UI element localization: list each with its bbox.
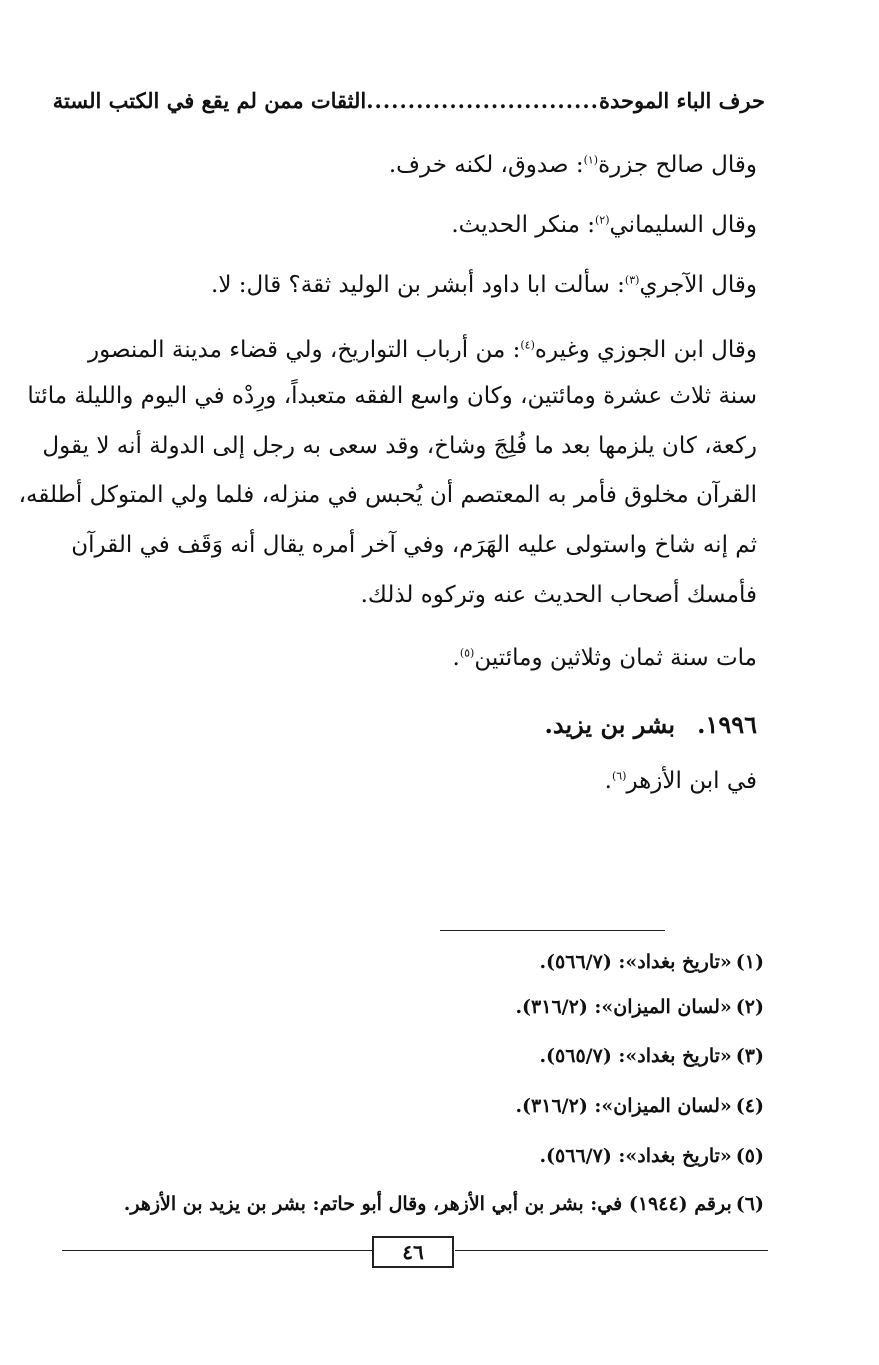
- footnote-text: «لسان الميزان»: (٣١٦/٢).: [515, 1095, 732, 1117]
- footnote-2: [515, 996, 764, 1018]
- text-span: مات سنة ثمان وثلاثين ومائتين: [474, 645, 757, 671]
- footer-rule-left: [62, 1250, 372, 1251]
- text-span: وقال ابن الجوزي وغيره: [534, 337, 757, 363]
- entry-number: ١٩٩٦.: [697, 710, 757, 739]
- footnote-ref: (٢): [595, 213, 610, 227]
- paragraph-line-2: سنة ثلاث عشرة ومائتين، وكان واسع الفقه متعبداً، ورِدْه في اليوم والليلة مائتا: [27, 383, 757, 409]
- text-span: : منكر الحديث.: [451, 212, 595, 238]
- footnote-text: برقم (١٩٤٤) في: بشر بن أبي الأزهر، وقال أبو حاتم: بشر بن يزيد بن الأزهر.: [123, 1193, 732, 1215]
- footnote-5: [539, 1145, 764, 1167]
- entry-heading: [545, 710, 757, 739]
- footnote-label: (٢): [735, 996, 764, 1018]
- footnote-text: «تاريخ بغداد»: (٥٦٥/٧).: [539, 1045, 732, 1067]
- paragraph-line-6: فأمسك أصحاب الحديث عنه وتركوه لذلك.: [360, 582, 757, 608]
- text-line-1: [389, 152, 757, 178]
- text-span: .: [452, 645, 460, 671]
- header-dots: ............................: [366, 88, 599, 113]
- footnote-ref: (٦): [611, 769, 627, 783]
- footnote-label: (١): [735, 951, 764, 973]
- paragraph-line-5: ثم إنه شاخ واستولى عليه الهَرَم، وفي آخر أمره يقال أنه وَقَف في القرآن: [71, 532, 757, 558]
- paragraph-line-1: [87, 337, 757, 363]
- footnote-ref: (٤): [520, 338, 535, 352]
- footnote-ref: (٥): [459, 646, 475, 660]
- footnote-label: (٤): [735, 1095, 764, 1117]
- footnote-4: [515, 1095, 764, 1117]
- entry-text-line: [605, 768, 757, 794]
- footnote-3: [539, 1045, 764, 1067]
- footnote-ref: (٣): [624, 273, 640, 287]
- text-span: وقال صالح جزرة: [598, 152, 757, 178]
- paragraph-line-4: القرآن مخلوق فأمر به المعتصم أن يُحبس في منزله، فلما ولي المتوكل أطلقه،: [18, 482, 757, 508]
- header-book-title: الثقات ممن لم يقع في الكتب الستة: [52, 88, 367, 113]
- footnote-ref: (١): [583, 153, 599, 167]
- text-span: : صدوق، لكنه خرف.: [388, 152, 584, 178]
- footnote-separator: [440, 930, 665, 931]
- entry-name: بشر بن يزيد.: [544, 710, 676, 739]
- header-chapter: حرف الباء الموحدة: [598, 88, 765, 113]
- footnote-text: «لسان الميزان»: (٣١٦/٢).: [515, 996, 732, 1018]
- death-line: [453, 645, 758, 671]
- text-span: : من أرباب التواريخ، ولي قضاء مدينة المنصور: [87, 337, 521, 363]
- text-span: وقال السليماني: [609, 212, 757, 238]
- text-line-3: [211, 272, 757, 298]
- text-span: وقال الآجري: [639, 272, 757, 298]
- text-line-2: [451, 212, 757, 238]
- footnote-6: [124, 1193, 764, 1215]
- text-span: : سألت ابا داود أبشر بن الوليد ثقة؟ قال: لا.: [211, 272, 625, 298]
- footnote-text: «تاريخ بغداد»: (٥٦٦/٧).: [539, 1145, 732, 1167]
- paragraph-line-3: ركعة، كان يلزمها بعد ما فُلِجَ وشاخ، وقد سعى به رجل إلى الدولة أنه لا يقول: [42, 433, 757, 459]
- footnote-label: (٥): [735, 1145, 764, 1167]
- text-span: .: [604, 768, 612, 794]
- footer-rule-right: [455, 1250, 768, 1251]
- text-span: في ابن الأزهر: [626, 768, 757, 794]
- footnote-label: (٣): [735, 1045, 764, 1067]
- footnote-text: «تاريخ بغداد»: (٥٦٦/٧).: [539, 951, 732, 973]
- page-number: ٤٦: [372, 1236, 454, 1268]
- footnote-1: [539, 951, 764, 973]
- running-header: [52, 88, 765, 113]
- footnote-label: (٦): [735, 1193, 764, 1215]
